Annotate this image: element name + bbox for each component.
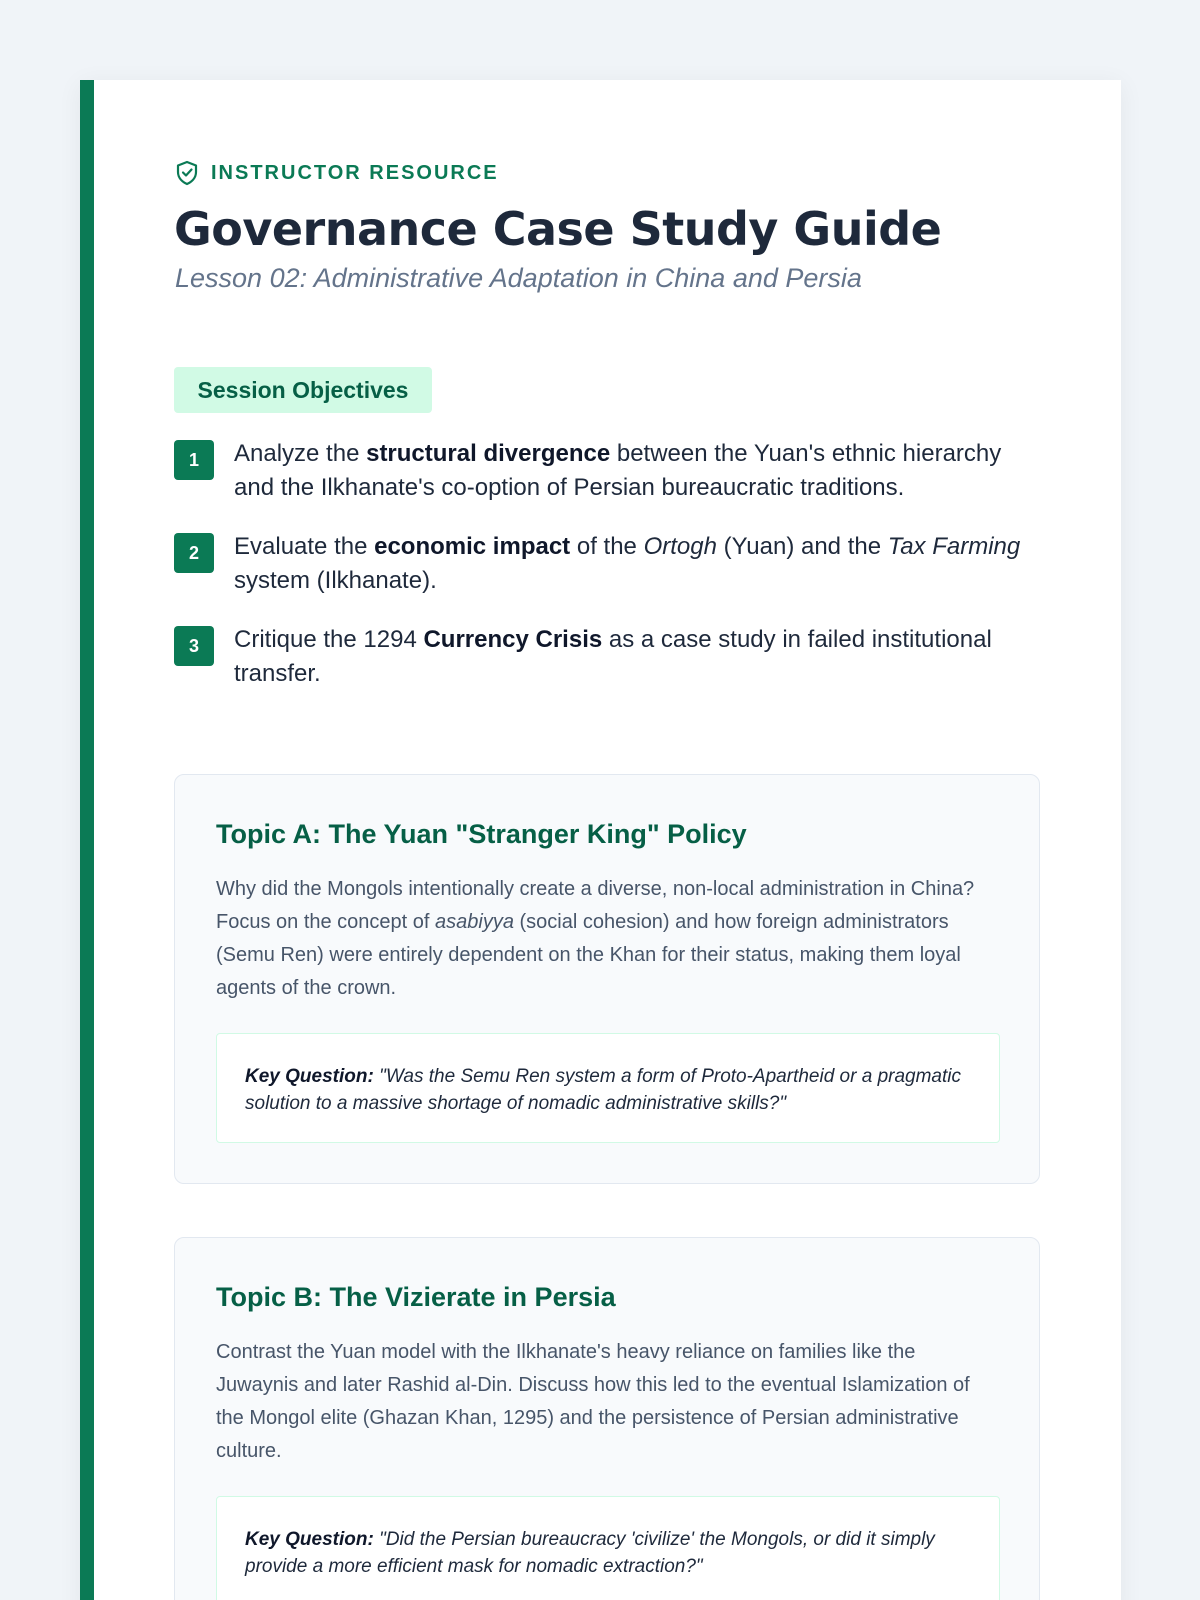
objective-text: Critique the 1294 Currency Crisis as a case study in failed institutional transfer. xyxy=(234,626,992,687)
page-subtitle: Lesson 02: Administrative Adaptation in China and Persia xyxy=(175,263,862,293)
objective-number: 1 xyxy=(174,440,214,480)
key-question-label: Key Question: xyxy=(245,1529,380,1550)
topic-body: Contrast the Yuan model with the Ilkhanate's heavy reliance on families like the Juwaynis and later Rashid al-Din. Discuss how this led to the eventual Islamization of the Mongol elite (Ghazan Khan, 1295) and the persistence of Persian administrative culture. xyxy=(216,1341,970,1462)
key-question-text: "Was the Semu Ren system a form of Proto-Apartheid or a pragmatic solution to a massive shortage of nomadic administrative skills?" xyxy=(245,1066,961,1114)
shield-check-icon xyxy=(175,160,199,186)
key-question-text: "Did the Persian bureaucracy 'civilize' the Mongols, or did it simply provide a more efficient mask for nomadic extraction?" xyxy=(245,1529,935,1577)
objectives-label: Session Objectives xyxy=(174,367,432,413)
eyebrow xyxy=(175,160,499,186)
topic-title: Topic B: The Vizierate in Persia xyxy=(216,1282,616,1312)
topic-card-a xyxy=(174,774,1040,1184)
key-question-label: Key Question: xyxy=(245,1066,380,1087)
objective-text: Evaluate the economic impact of the Ortogh (Yuan) and the Tax Farming system (Ilkhanate). xyxy=(234,533,1021,594)
eyebrow-label: INSTRUCTOR RESOURCE xyxy=(211,161,499,184)
objective-item xyxy=(174,626,1044,691)
topic-title: Topic A: The Yuan "Stranger King" Policy xyxy=(216,819,747,849)
objective-item xyxy=(174,533,1044,598)
objective-item xyxy=(174,440,1044,505)
guide-page xyxy=(80,80,1121,1600)
topic-body: Why did the Mongols intentionally create a diverse, non-local administration in China? Focus on the concept of asabiyya (social cohesion) and how foreign administrators (Semu Ren) were entirely dependent on the Khan for their status, making them loyal agents of the crown. xyxy=(216,878,975,999)
key-question-box xyxy=(216,1033,1000,1143)
objective-number: 2 xyxy=(174,533,214,573)
key-question-box xyxy=(216,1496,1000,1600)
objective-number: 3 xyxy=(174,626,214,666)
objective-text: Analyze the structural divergence between the Yuan's ethnic hierarchy and the Ilkhanate's co-option of Persian bureaucratic traditions. xyxy=(234,440,1002,501)
page-title: Governance Case Study Guide xyxy=(174,202,942,256)
topic-card-b xyxy=(174,1237,1040,1600)
